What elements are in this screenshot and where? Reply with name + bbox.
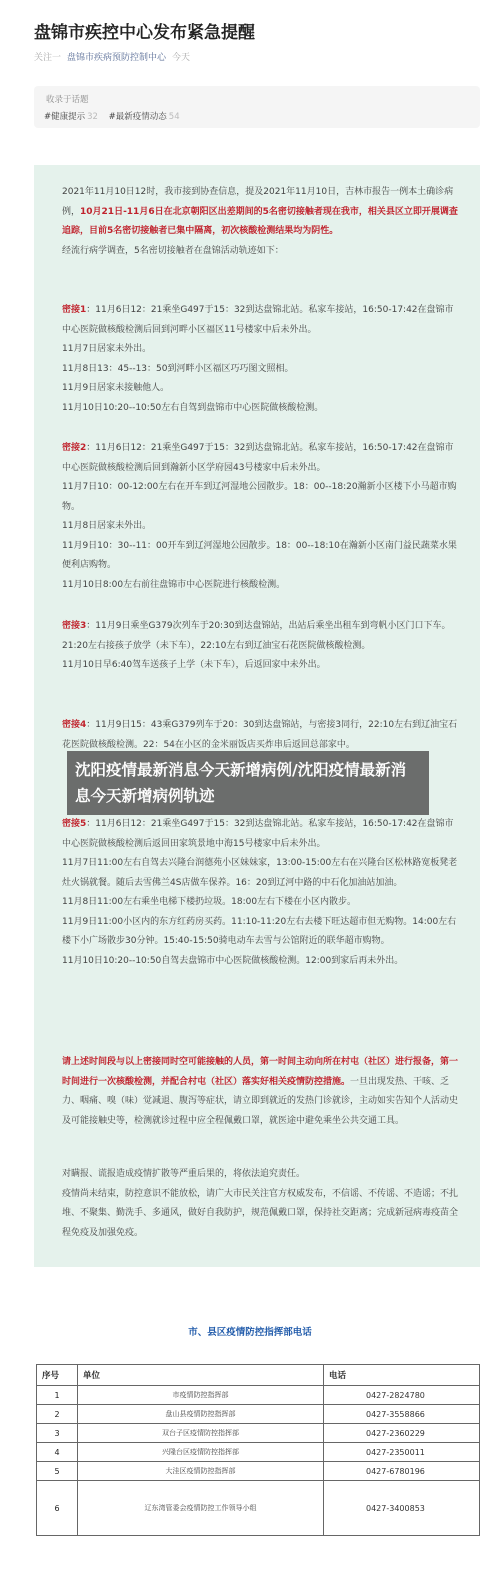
row-tel[interactable]: 0427-3558866 <box>324 1405 480 1424</box>
topic-tag-count: 32 <box>87 112 98 122</box>
row-tel[interactable]: 0427-3400853 <box>324 1481 480 1536</box>
phone-table-title: 市、县区疫情防控指挥部电话 <box>188 1327 312 1338</box>
contact-block <box>62 439 460 595</box>
row-unit: 双台子区疫情防控指挥部 <box>78 1424 324 1443</box>
contact-text: ：11月9日15：43乘G379列车于20：30到达盘锦站，与密接3同行，22:10左右到辽油宝石花医院做核酸检测。22：54在小区的金米丽饭店买炸串后返回总部家中。 <box>62 720 458 750</box>
row-unit: 市疫情防控指挥部 <box>78 1386 324 1405</box>
contact-block <box>62 815 460 971</box>
contact-text: ：11月6日12：21乘坐G497于15：32到达盘锦北站。私家车接站，16:50-17:42在盘锦市中心医院做核酸检测后返回田家筑景地中海15号楼家中后未外出。 11月7日11:00左右自驾去兴隆台润德苑小区妹妹家，13:00-15:00左右在兴隆台区松林路宽板凳老灶火锅就餐。随后去雪佛兰4S店做车保养。16：20到辽河中路的中石化加油站加油。 11月8日11:00左右乘坐电梯下楼扔垃圾。18:00左右下楼在小区内散步。 11月9日11:00小区内的东方红药房买药。11:10-11:20左右去楼下旺达超市但无购物。14:00左右楼下小广场散步30分钟。15:40-15:50骑电动车去雪与公馆附近的联华超市购物。 11月10日10:20--10:50自驾去盘锦市中心医院做核酸检测。12:00到家后再未外出。 <box>62 819 458 966</box>
notice-panel <box>34 165 480 1267</box>
publish-time: 今天 <box>172 53 191 63</box>
intro-text: 2021年11月10日12时，我市接到协查信息，提及2021年11月10日，吉林市报告一例本土确诊病例， <box>62 187 454 217</box>
header-unit: 单位 <box>78 1365 324 1386</box>
contact-text: ：11月6日12：21乘坐G497于15：32到达盘锦北站。私家车接站，16:50-17:42在盘锦市中心医院做核酸检测后回到瀚新小区学府园43号楼家中后未外出。 11月7日10：00-12:00左右在开车到辽河湿地公园散步。18：00--18:20瀚新小区楼下小马超市购物。 11月8日居家未外出。 11月9日10：30--11：00开车到辽河湿地公园散步。18：00--18:10在瀚新小区南门益民蔬菜水果便利店购物。 11月10日8:00左右前往盘锦市中心医院进行核酸检测。 <box>62 443 457 590</box>
intro-highlight: 10月21日-11月6日在北京朝阳区出差期间的5名密切接触者现在我市，相关县区立即开展调查追踪，目前5名密切接触者已集中隔离，初次核酸检测结果均为阴性。 <box>62 206 458 236</box>
intro-trajectory-lead: 经流行病学调查，5名密切接触者在盘锦活动轨迹如下： <box>62 245 284 256</box>
row-no: 3 <box>37 1424 78 1443</box>
table-row <box>37 1386 480 1405</box>
contact-block <box>62 301 460 418</box>
row-no: 5 <box>37 1462 78 1481</box>
header-no: 序号 <box>37 1365 78 1386</box>
header-tel: 电话 <box>324 1365 480 1386</box>
table-row <box>37 1462 480 1481</box>
row-tel[interactable]: 0427-2350011 <box>324 1443 480 1462</box>
call-highlight: 请上述时间段与以上密接同时空可能接触的人员，第一时间主动向所在村屯（社区）进行报备，第一时间进行一次核酸检测，并配合村屯（社区）落实好相关疫情防控措施。 <box>62 1057 459 1087</box>
row-unit: 盘山县疫情防控指挥部 <box>78 1405 324 1424</box>
warning-paragraph <box>62 1165 460 1243</box>
contact-text: ：11月9日乘坐G379次列车于20:30到达盘锦站，出站后乘坐出租车到弯帆小区门口下车。21:20左右接孩子放学（未下车），22:10左右到辽油宝石花医院做核酸检测。 11月10日早6:40驾车送孩子上学（未下车），后返回家中未外出。 <box>62 621 451 670</box>
table-row <box>37 1405 480 1424</box>
topic-tag-name: #健康提示 <box>44 112 86 122</box>
contact-label: 密接2 <box>62 443 87 453</box>
row-no: 1 <box>37 1386 78 1405</box>
table-header-row <box>37 1365 480 1386</box>
topic-box <box>34 86 480 128</box>
topic-tag[interactable] <box>44 112 98 122</box>
row-tel[interactable]: 0427-2824780 <box>324 1386 480 1405</box>
contact-block <box>62 617 460 676</box>
row-no: 6 <box>37 1481 78 1536</box>
call-text: 一旦出现发热、干咳、乏力、咽痛、嗅（味）觉减退、腹泻等症状，请立即到就近的发热门诊就诊，主动如实告知个人活动史及可能接触史等，检测就诊过程中应全程佩戴口罩，就医途中避免乘坐公共交通工具。 <box>62 1076 459 1126</box>
headline-overlay-text: 沈阳疫情最新消息今天新增病例/沈阳疫情最新消息今天新增病例轨迹 <box>75 761 407 805</box>
contact-label: 密接3 <box>62 621 87 631</box>
call-to-action <box>62 1053 460 1131</box>
topic-tag-count: 54 <box>168 112 180 122</box>
intro-paragraph <box>62 183 460 261</box>
phone-table <box>36 1364 480 1536</box>
row-no: 4 <box>37 1443 78 1462</box>
topic-label: 收录于话题 <box>46 95 89 105</box>
row-unit: 辽东湾管委会疫情防控工作领导小组 <box>78 1481 324 1536</box>
headline-overlay[interactable] <box>67 751 429 815</box>
table-row <box>37 1481 480 1536</box>
row-tel[interactable]: 0427-2360229 <box>324 1424 480 1443</box>
article-title: 盘锦市疾控中心发布紧急提醒 <box>34 23 255 43</box>
topic-tag-name: #最新疫情动态 <box>108 112 167 122</box>
table-row <box>37 1424 480 1443</box>
contact-block <box>62 716 460 755</box>
contact-label: 密接4 <box>62 720 87 730</box>
contact-label: 密接1 <box>62 305 87 315</box>
follow-label: 关注一 <box>34 53 62 63</box>
article-meta <box>34 50 190 63</box>
topic-tag[interactable] <box>109 112 180 122</box>
row-unit: 大洼区疫情防控指挥部 <box>78 1462 324 1481</box>
row-unit: 兴隆台区疫情防控指挥部 <box>78 1443 324 1462</box>
table-row <box>37 1443 480 1462</box>
advice-text: 疫情尚未结束，防控意识不能放松，请广大市民关注官方权威发布，不信谣、不传谣、不造谣；不扎堆、不聚集、勤洗手、多通风，做好自我防护，规范佩戴口罩，保持社交距离；完成新冠病毒疫苗全程免疫及加强免疫。 <box>62 1188 459 1238</box>
source-link[interactable]: 盘锦市疾病预防控制中心 <box>67 53 167 63</box>
contact-text: ：11月6日12：21乘坐G497于15：32到达盘锦北站。私家车接站，16:50-17:42在盘锦市中心医院做核酸检测后回到河畔小区福区11号楼家中后未外出。 11月7日居家未外出。 11月8日13：45--13：50到河畔小区福区巧巧图文照相。 11月9日居家未接触他人。 11月10日10:20--10:50左右自驾到盘锦市中心医院做核酸检测。 <box>62 305 454 413</box>
row-no: 2 <box>37 1405 78 1424</box>
contact-label: 密接5 <box>62 819 87 829</box>
row-tel[interactable]: 0427-6780196 <box>324 1462 480 1481</box>
warning-text: 对瞒报、谎报造成疫情扩散等严重后果的，将依法追究责任。 <box>62 1169 306 1179</box>
topic-tags <box>44 110 188 122</box>
